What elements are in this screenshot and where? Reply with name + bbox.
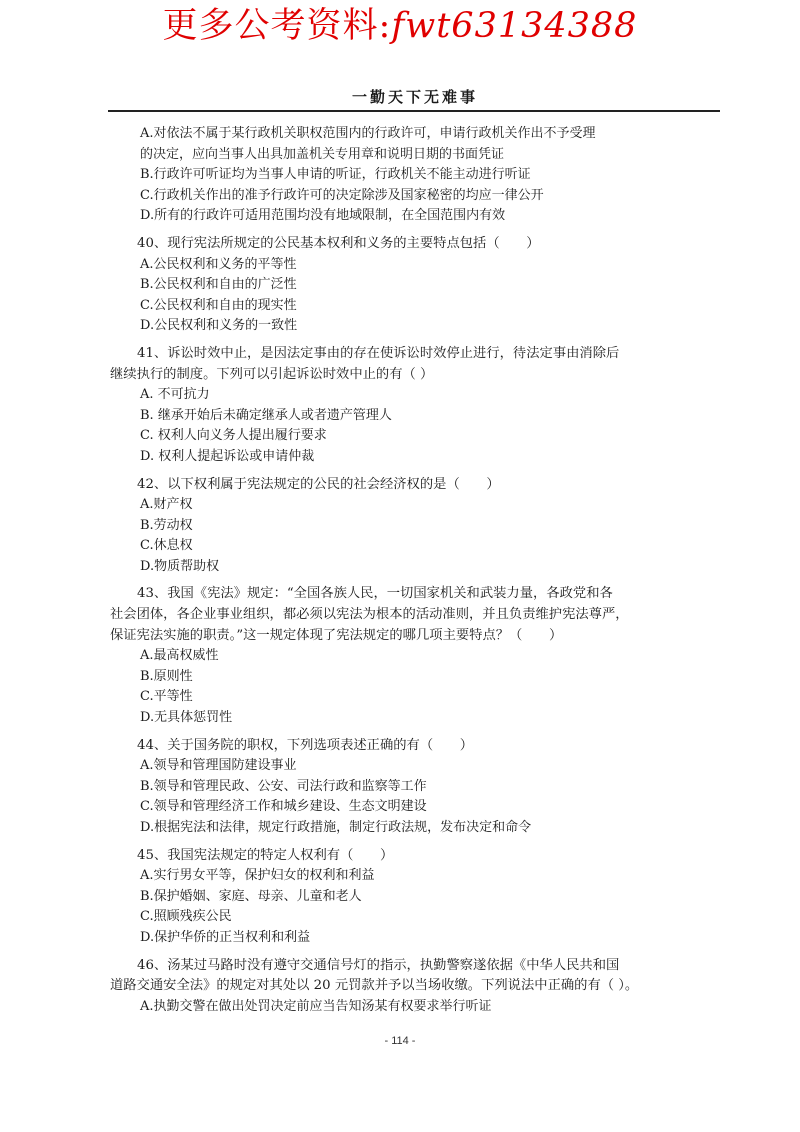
question-stem-cont: 社会团体，各企业事业组织，都必须以宪法为根本的活动准则，并且负责维护宪法尊严， bbox=[110, 607, 629, 623]
option-b: B.原则性 bbox=[140, 668, 193, 684]
watermark-zh: 更多公考资料: bbox=[162, 6, 392, 46]
option-a: A.最高权威性 bbox=[140, 648, 219, 664]
question-stem-cont: 道路交通安全法》的规定对其处以 20 元罚款并予以当场收缴。下列说法中正确的有（ ）。 bbox=[110, 978, 639, 994]
option-d: D. 权利人提起诉讼或申请仲裁 bbox=[140, 448, 315, 464]
option-b: B.公民权利和自由的广泛性 bbox=[140, 277, 297, 293]
option-b: B.保护婚姻、家庭、母亲、儿童和老人 bbox=[140, 888, 362, 904]
question-stem: 46、汤某过马路时没有遵守交通信号灯的指示，执勤警察遂依据《中华人民共和国 bbox=[137, 957, 620, 973]
question-stem: 40、现行宪法所规定的公民基本权利和义务的主要特点包括（ ） bbox=[137, 235, 540, 251]
option-line: B.行政许可听证均为当事人申请的听证，行政机关不能主动进行听证 bbox=[140, 167, 531, 183]
watermark-en: fwt63134388 bbox=[391, 6, 638, 46]
option-c: C.公民权利和自由的现实性 bbox=[140, 297, 297, 313]
option-d: D.公民权利和义务的一致性 bbox=[140, 318, 298, 334]
question-stem: 44、关于国务院的职权，下列选项表述正确的有（ ） bbox=[137, 737, 474, 753]
question-45 bbox=[137, 846, 678, 949]
option-a: A.领导和管理国防建设事业 bbox=[140, 758, 297, 774]
option-d: D.根据宪法和法律，规定行政措施，制定行政法规，发布决定和命令 bbox=[140, 820, 532, 835]
option-d: D.物质帮助权 bbox=[140, 558, 220, 574]
question-stem: 41、诉讼时效中止，是因法定事由的存在使诉讼时效停止进行，待法定事由消除后 bbox=[137, 345, 620, 361]
option-c: C. 权利人向义务人提出履行要求 bbox=[140, 428, 327, 444]
question-39-options bbox=[140, 124, 678, 227]
option-line: 的决定，应向当事人出具加盖机关专用章和说明日期的书面凭证 bbox=[140, 146, 505, 162]
option-b: B. 继承开始后未确定继承人或者遗产管理人 bbox=[140, 407, 392, 423]
question-stem-cont: 保证宪法实施的职责。”这一规定体现了宪法规定的哪几项主要特点？（ ） bbox=[110, 627, 563, 643]
question-42 bbox=[137, 475, 678, 578]
option-a: A.公民权利和义务的平等性 bbox=[140, 256, 297, 272]
option-b: B.领导和管理民政、公安、司法行政和监察等工作 bbox=[140, 778, 427, 794]
option-a: A. 不可抗力 bbox=[140, 387, 210, 403]
question-stem-cont: 继续执行的制度。下列可以引起诉讼时效中止的有（ ） bbox=[110, 366, 434, 382]
question-stem: 43、我国《宪法》规定：“全国各族人民，一切国家机关和武装力量，各政党和各 bbox=[137, 586, 613, 602]
option-c: C.领导和管理经济工作和城乡建设、生态文明建设 bbox=[140, 799, 427, 815]
option-a: A.实行男女平等，保护妇女的权利和利益 bbox=[140, 868, 375, 884]
option-c: C.休息权 bbox=[140, 538, 193, 554]
question-46 bbox=[110, 956, 678, 1018]
option-line: A.对依法不属于某行政机关职权范围内的行政许可，申请行政机关作出不予受理 bbox=[140, 126, 596, 141]
option-c: C.平等性 bbox=[140, 689, 193, 705]
option-d: D.保护华侨的正当权利和利益 bbox=[140, 929, 311, 945]
option-b: B.劳动权 bbox=[140, 517, 193, 533]
option-d: D.无具体惩罚性 bbox=[140, 710, 233, 726]
question-43 bbox=[110, 584, 678, 728]
header-divider bbox=[108, 110, 720, 112]
option-c: C.照顾残疾公民 bbox=[140, 909, 232, 925]
question-stem: 45、我国宪法规定的特定人权利有（ ） bbox=[137, 847, 394, 863]
option-line: D.所有的行政许可适用范围均没有地域限制，在全国范围内有效 bbox=[140, 208, 506, 224]
question-44 bbox=[137, 736, 678, 839]
option-a: A.财产权 bbox=[140, 497, 193, 513]
option-a: A.执勤交警在做出处罚决定前应当告知汤某有权要求举行听证 bbox=[140, 998, 492, 1014]
page-header: 一勤天下无难事 bbox=[351, 88, 478, 106]
question-content bbox=[110, 124, 678, 1017]
question-40 bbox=[137, 234, 678, 337]
question-stem: 42、以下权利属于宪法规定的公民的社会经济权的是（ ） bbox=[137, 476, 500, 492]
option-line: C.行政机关作出的准予行政许可的决定除涉及国家秘密的均应一律公开 bbox=[140, 187, 544, 203]
page-number: - 114 - bbox=[384, 1035, 416, 1047]
watermark-banner bbox=[0, 6, 800, 46]
question-41 bbox=[110, 344, 678, 468]
